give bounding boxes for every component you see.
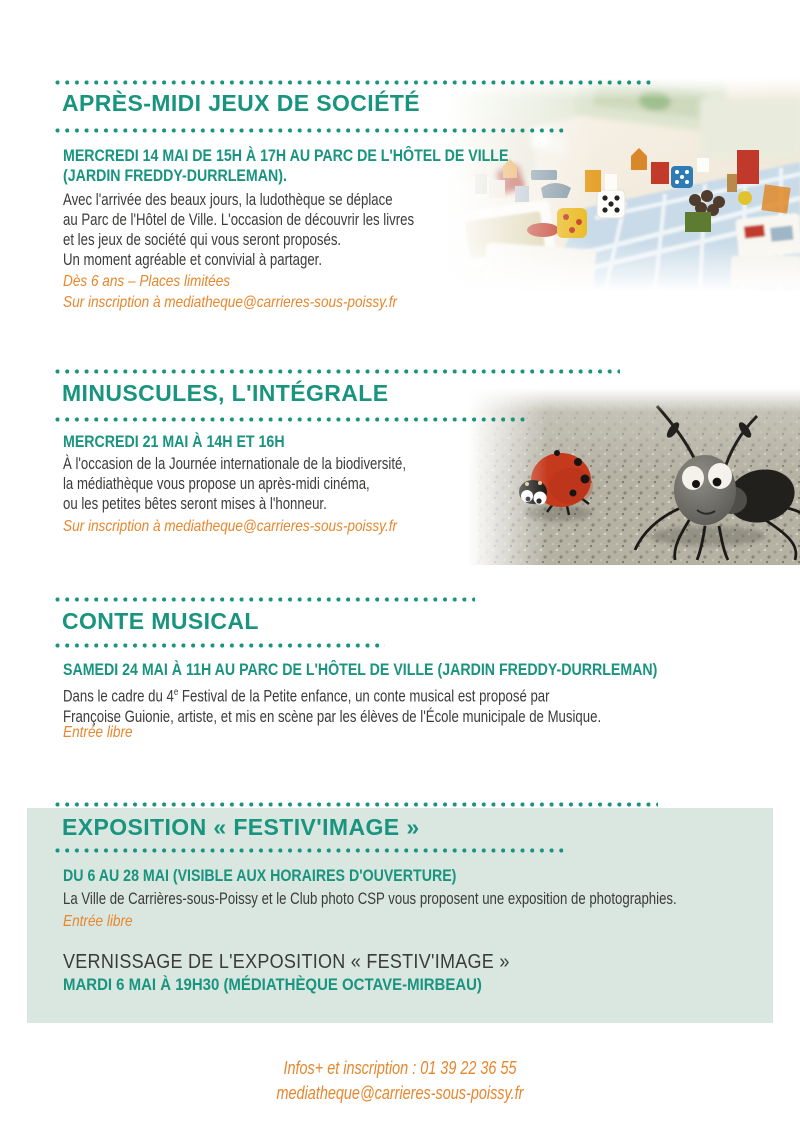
body-line (63, 683, 601, 707)
body-text-pre: Dans le cadre du 4 (63, 687, 174, 706)
dotted-rule (55, 369, 620, 374)
section-jeux-notes (63, 271, 456, 313)
vernissage-date: MARDI 6 MAI À 19H30 (MÉDIATHÈQUE OCTAVE-MIRBEAU) (63, 975, 482, 994)
body-line: Un moment agréable et convivial à partager. (63, 251, 323, 269)
dotted-rule (55, 848, 568, 853)
body-text-post: Festival de la Petite enfance, un conte musical est proposé par (178, 687, 550, 706)
section-title-jeux: APRÈS-MIDI JEUX DE SOCIÉTÉ (62, 90, 421, 116)
section-conte-body (63, 683, 736, 727)
subtitle-line: MERCREDI 14 MAI DE 15H À 17H AU PARC DE L'HÔTEL DE VILLE (63, 147, 509, 165)
body-line: À l'occasion de la Journée internationale de la biodiversité, (63, 455, 407, 473)
body-line: au Parc de l'Hôtel de Ville. L'occasion de découvrir les livres (63, 211, 415, 229)
dotted-rule (55, 417, 530, 422)
section-exposition-body (63, 889, 800, 909)
footer-contact (0, 1055, 800, 1105)
section-title-conte: CONTE MUSICAL (62, 608, 259, 634)
note-email: Sur inscription à mediatheque@carrieres-sous-poissy.fr (63, 294, 398, 311)
body-line: la médiathèque vous propose un après-midi cinéma, (63, 475, 370, 493)
section-conte-notes (63, 722, 145, 743)
body-line: et les jeux de société qui vous seront proposés. (63, 231, 342, 249)
vernissage-title: VERNISSAGE DE L'EXPOSITION « FESTIV'IMAGE » (63, 951, 510, 973)
dotted-rule (55, 643, 385, 648)
subtitle-line: MERCREDI 21 MAI À 14H ET 16H (63, 433, 285, 451)
section-minuscules-subtitle (63, 432, 321, 452)
dotted-rule (55, 802, 658, 807)
body-line: Avec l'arrivée des beaux jours, la ludothèque se déplace (63, 191, 393, 209)
section-minuscules-notes (63, 516, 456, 537)
section-title-minuscules: MINUSCULES, L'INTÉGRALE (62, 380, 389, 406)
footer-email-line: mediatheque@carrieres-sous-poissy.fr (276, 1082, 524, 1103)
note-line: Entrée libre (63, 724, 133, 741)
ladybug-and-ant-photo (468, 388, 800, 565)
dotted-rule (55, 80, 655, 85)
note-line: Dès 6 ans – Places limitées (63, 273, 231, 290)
dotted-rule (55, 128, 565, 133)
subtitle-line: DU 6 AU 28 MAI (VISIBLE AUX HORAIRES D'OUVERTURE) (63, 867, 457, 885)
ordinal-superscript: e (173, 687, 179, 698)
section-exposition-subtitle (63, 866, 520, 886)
section-title-exposition: EXPOSITION « FESTIV'IMAGE » (62, 814, 420, 840)
note-line: Entrée libre (63, 913, 133, 930)
section-jeux-body (63, 190, 502, 270)
section-exposition-notes (63, 911, 145, 932)
body-line: ou les petites bêtes seront mises à l'honneur. (63, 495, 327, 513)
note-email: Sur inscription à mediatheque@carrieres-sous-poissy.fr (63, 518, 398, 535)
section-jeux-subtitle (63, 146, 581, 186)
vernissage-block (63, 950, 559, 996)
body-line: Françoise Guionie, artiste, et mis en scène par les élèves de l'École municipale de Musique. (63, 707, 602, 726)
subtitle-line: (JARDIN FREDDY-DURRLEMAN). (63, 167, 287, 185)
footer-phone-line: Infos+ et inscription : 01 39 22 36 55 (283, 1057, 517, 1078)
dotted-rule (55, 597, 475, 602)
section-conte-subtitle (63, 660, 754, 680)
section-minuscules-body (63, 454, 492, 514)
subtitle-line: SAMEDI 24 MAI À 11H AU PARC DE L'HÔTEL DE VILLE (JARDIN FREDDY-DURRLEMAN) (63, 661, 658, 679)
body-line: La Ville de Carrières-sous-Poissy et le Club photo CSP vous proposent une exposition de photographies. (63, 890, 677, 908)
